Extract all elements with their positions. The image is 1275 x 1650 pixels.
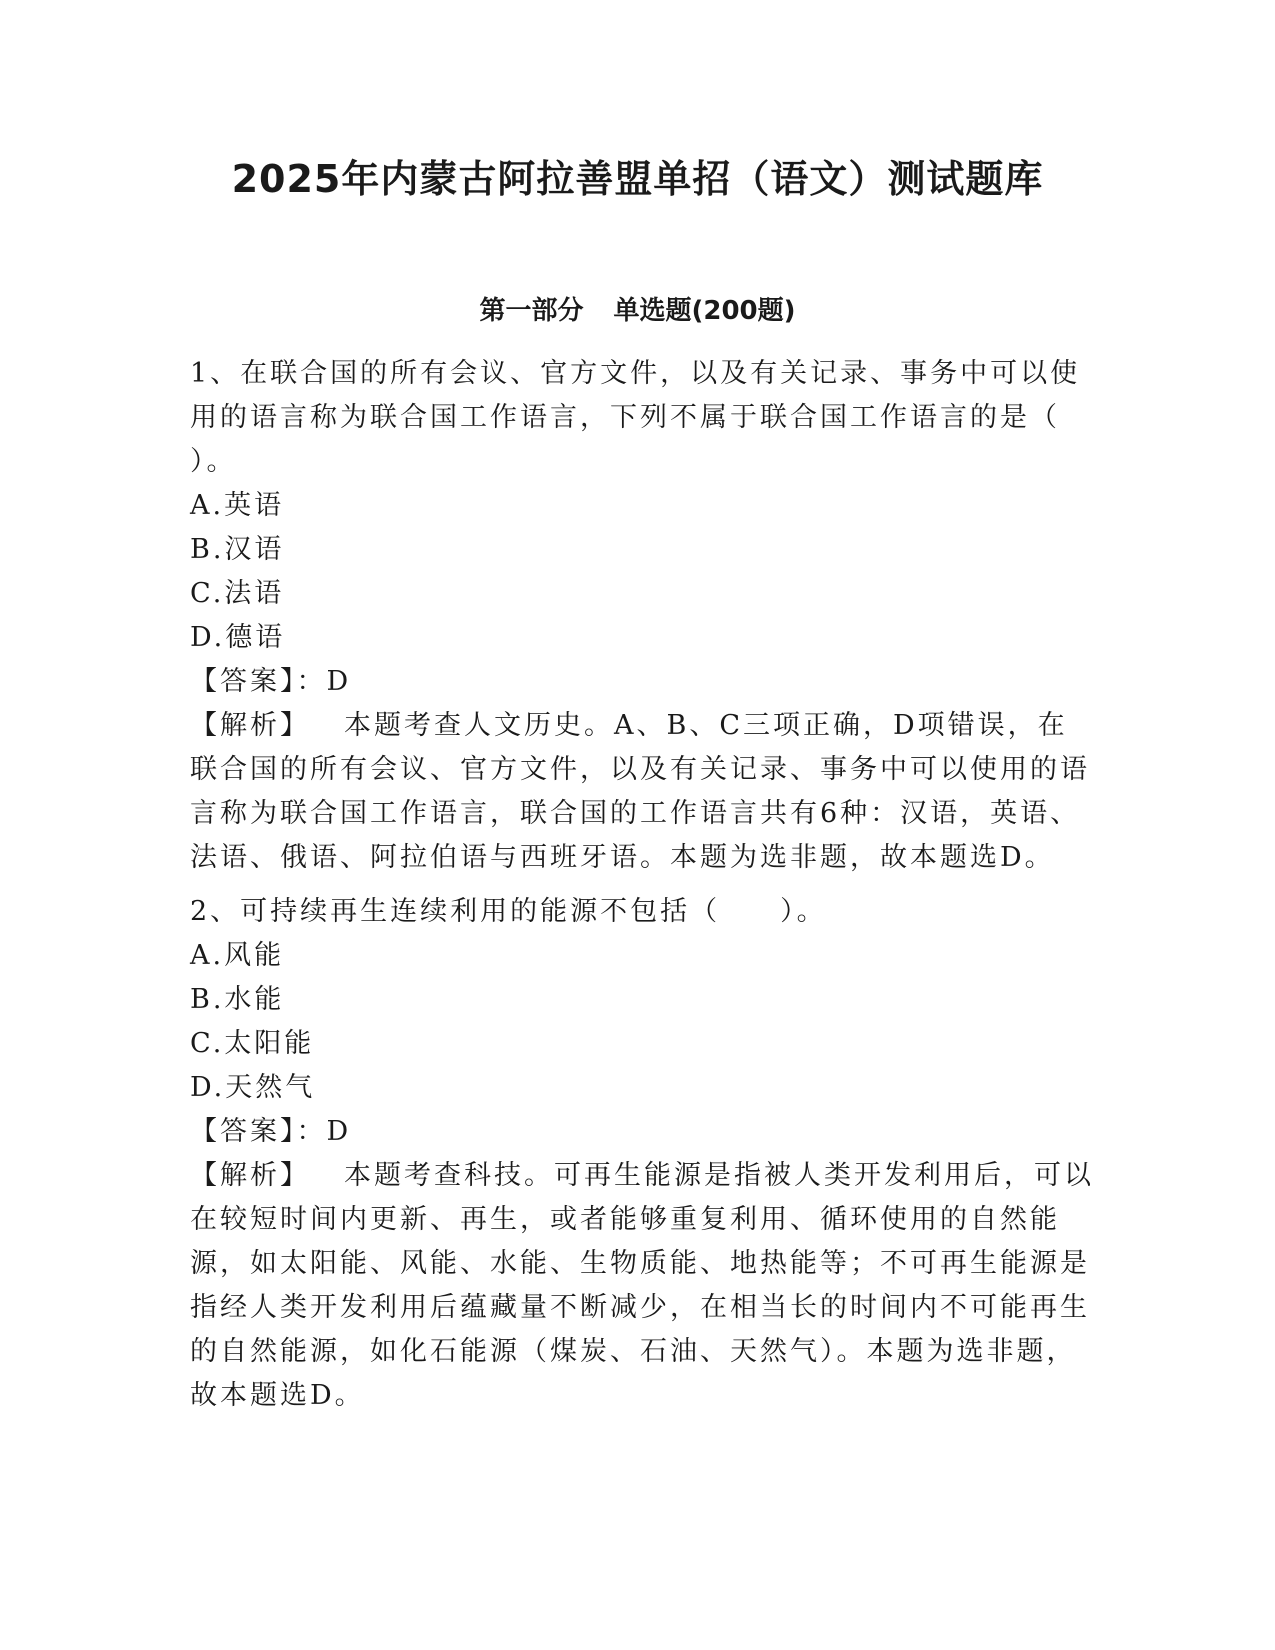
explanation-text: 本题考查人文历史。A、B、C三项正确，D项错误，在联合国的所有会议、官方文件，以及有关记录、事务中可以使用的语言称为联合国工作语言，联合国的工作语言共有6种：汉语，英语、法语、俄语、阿拉伯语与西班牙语。本题为选非题，故本题选D。 <box>190 710 1090 873</box>
option-c: C.法语 <box>190 578 285 609</box>
question-item <box>190 352 1120 880</box>
option-b: B.汉语 <box>190 534 285 565</box>
document-title: 2025年内蒙古阿拉善盟单招（语文）测试题库 <box>231 157 1044 201</box>
answer-value: ：D <box>296 666 352 697</box>
explanation-label: 【解析】 <box>190 1160 310 1191</box>
answer-label: 【答案】 <box>190 666 297 697</box>
option-a: A.英语 <box>190 490 285 521</box>
answer-line <box>190 1110 1095 1154</box>
answer-value: ：D <box>296 1116 352 1147</box>
explanation-text: 本题考查科技。可再生能源是指被人类开发利用后，可以在较短时间内更新、再生，或者能够重复利用、循环使用的自然能源，如太阳能、风能、水能、生物质能、地热能等；不可再生能源是指经人类开发利用后蕴藏量不断减少，在相当长的时间内不可能再生的自然能源，如化石能源（煤炭、石油、天然气）。本题为选非题，故本题选D。 <box>190 1160 1094 1411</box>
explanation <box>190 704 1095 880</box>
option-a: A.风能 <box>190 940 285 971</box>
option-d: D.德语 <box>190 622 286 653</box>
question-item <box>190 890 1095 1418</box>
explanation-label: 【解析】 <box>190 710 310 741</box>
answer-line <box>190 660 1095 704</box>
section-heading <box>0 290 1275 327</box>
option-d: D.天然气 <box>190 1072 316 1103</box>
answer-label: 【答案】 <box>190 1116 297 1147</box>
explanation <box>190 1154 1095 1418</box>
option-c: C.太阳能 <box>190 1028 315 1059</box>
section-part: 第一部分 <box>479 296 584 326</box>
question-list <box>190 352 1120 1418</box>
question-stem: 2、可持续再生连续利用的能源不包括（ ）。 <box>190 896 827 927</box>
option-b: B.水能 <box>190 984 285 1015</box>
question-stem: 1、在联合国的所有会议、官方文件，以及有关记录、事务中可以使用的语言称为联合国工作语言，下列不属于联合国工作语言的是（ ）。 <box>190 358 1120 477</box>
section-name: 单选题(200题) <box>613 296 796 326</box>
